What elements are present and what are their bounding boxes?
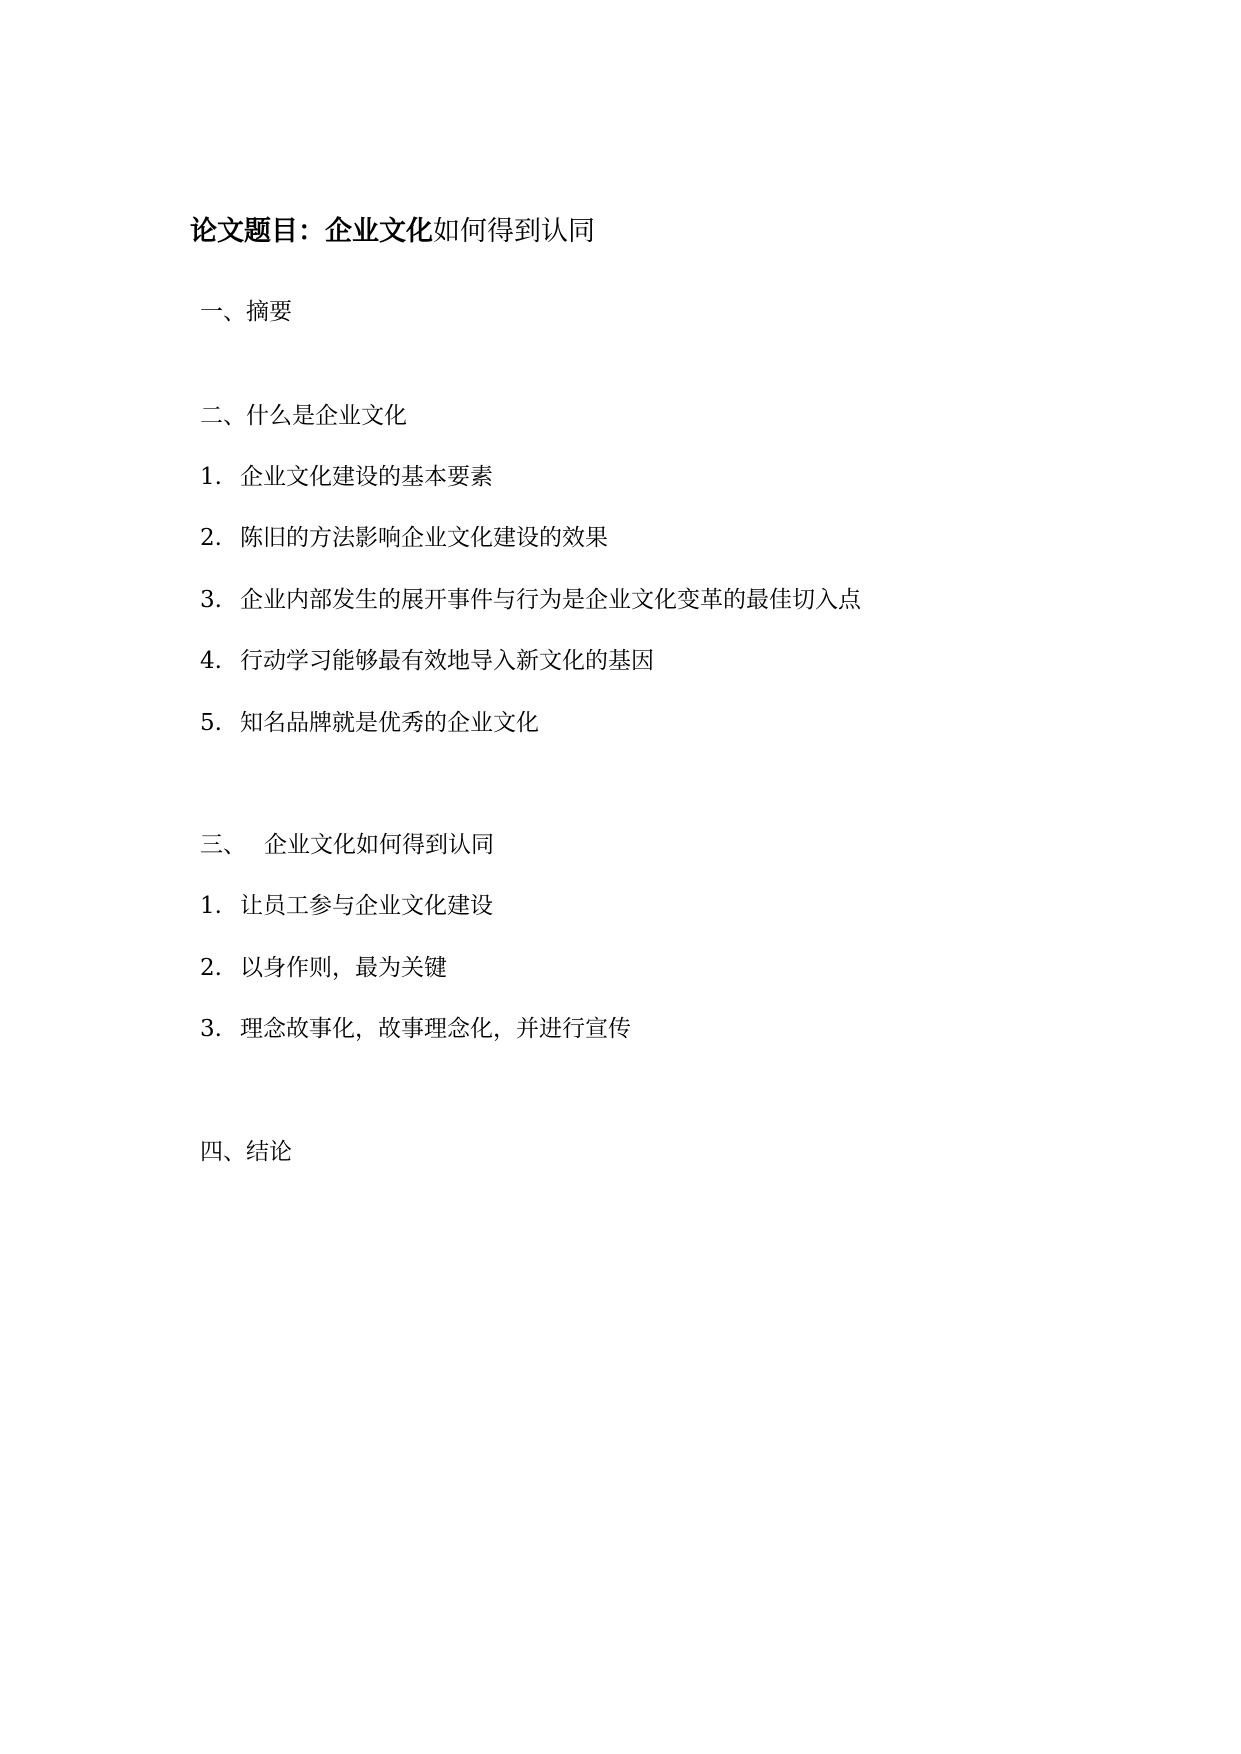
item-number: 3. (200, 587, 222, 613)
section-2-item (200, 708, 539, 738)
section-3-title: 企业文化如何得到认同 (264, 832, 494, 858)
section-3-item (200, 1014, 631, 1044)
section-2-item (200, 523, 608, 553)
item-text: 理念故事化，故事理念化，并进行宣传 (240, 1016, 631, 1042)
section-3-heading (200, 830, 494, 860)
item-text: 陈旧的方法影响企业文化建设的效果 (240, 525, 608, 551)
section-2-item (200, 585, 861, 615)
item-text: 企业内部发生的展开事件与行为是企业文化变革的最佳切入点 (240, 587, 861, 613)
section-3-item (200, 891, 493, 921)
item-number: 2. (200, 955, 222, 981)
paper-title-bold: 论文题目：企业文化 (190, 216, 433, 247)
section-3-item (200, 953, 447, 983)
item-number: 2. (200, 525, 222, 551)
section-2-item (200, 646, 654, 676)
section-3-prefix: 三、 (200, 832, 246, 858)
item-text: 企业文化建设的基本要素 (240, 464, 493, 490)
section-2-heading: 二、什么是企业文化 (200, 403, 407, 429)
item-number: 3. (200, 1016, 222, 1042)
section-4-heading: 四、结论 (200, 1139, 292, 1165)
item-text: 让员工参与企业文化建设 (240, 893, 493, 919)
paper-title (190, 212, 595, 252)
item-text: 以身作则，最为关键 (240, 955, 447, 981)
item-number: 1. (200, 893, 222, 919)
item-text: 行动学习能够最有效地导入新文化的基因 (240, 648, 654, 674)
paper-title-normal: 如何得到认同 (433, 216, 595, 247)
item-text: 知名品牌就是优秀的企业文化 (240, 710, 539, 736)
section-1-heading: 一、摘要 (200, 299, 292, 325)
item-number: 4. (200, 648, 222, 674)
section-2-item (200, 462, 493, 492)
item-number: 5. (200, 710, 222, 736)
item-number: 1. (200, 464, 222, 490)
